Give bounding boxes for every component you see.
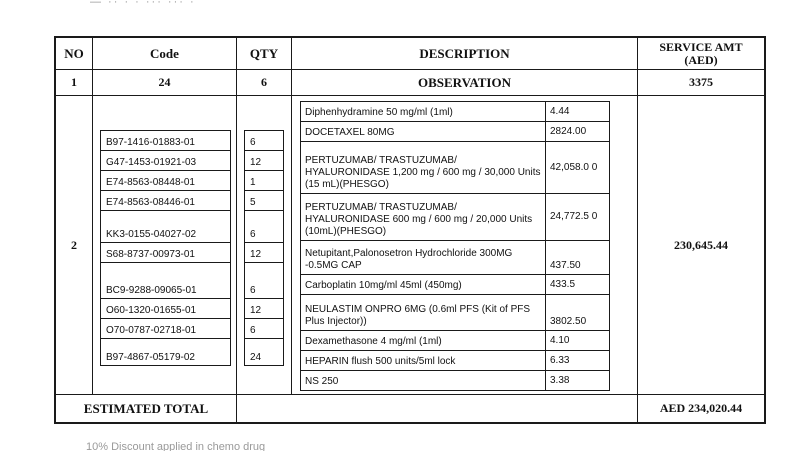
- qty-value: 12: [250, 249, 262, 260]
- code-value: G47-1453-01921-03: [106, 157, 197, 168]
- header-service-amt-line1: SERVICE AMT: [659, 39, 743, 54]
- item-description: Dexamethasone 4 mg/ml (1ml): [301, 331, 546, 350]
- list-item: [301, 295, 609, 331]
- header-code: Code: [150, 45, 179, 61]
- list-item: [245, 191, 283, 211]
- list-item: [301, 142, 609, 194]
- row1-qty: 6: [261, 75, 267, 89]
- row1-amount: 3375: [689, 75, 713, 89]
- item-description: NS 250: [301, 371, 546, 390]
- row2-no: 2: [71, 237, 77, 252]
- item-amount: 4.44: [550, 105, 570, 117]
- qty-value: 5: [250, 197, 256, 208]
- qty-value: 6: [250, 285, 256, 296]
- qty-value: 24: [250, 352, 262, 363]
- code-value: BC9-9288-09065-01: [106, 285, 197, 296]
- list-item: [101, 211, 230, 243]
- list-item: [301, 194, 609, 241]
- code-value: B97-4867-05179-02: [106, 352, 195, 363]
- item-amount: 4.10: [550, 334, 570, 346]
- list-item: [101, 299, 230, 319]
- item-amount: 3.38: [550, 374, 570, 386]
- list-item: [245, 339, 283, 365]
- table-border-bottom: [54, 422, 766, 424]
- qty-value: 12: [250, 305, 262, 316]
- item-description: Diphenhydramine 50 mg/ml (1ml): [301, 102, 546, 121]
- code-value: S68-8737-00973-01: [106, 249, 195, 260]
- code-value: KK3-0155-04027-02: [106, 229, 197, 240]
- list-item: [101, 263, 230, 299]
- item-description: PERTUZUMAB/ TRASTUZUMAB/ HYALURONIDASE 1,200 mg / 600 mg / 30,000 Units (15 mL)(PHESGO): [301, 142, 546, 193]
- row1-description: OBSERVATION: [418, 74, 511, 90]
- list-item: [101, 319, 230, 339]
- header-description: DESCRIPTION: [419, 45, 510, 61]
- list-item: [245, 171, 283, 191]
- row1-code: 24: [158, 75, 171, 89]
- header-service-amt: [638, 38, 764, 69]
- item-description: DOCETAXEL 80MG: [301, 122, 546, 141]
- item-amount: 2824.00: [550, 125, 587, 137]
- code-value: E74-8563-08446-01: [106, 197, 195, 208]
- header-no: NO: [64, 45, 84, 61]
- item-amount: 433.5: [550, 278, 576, 290]
- estimated-total-label: ESTIMATED TOTAL: [83, 400, 209, 416]
- list-item: [101, 339, 230, 365]
- list-item: [101, 131, 230, 151]
- code-value: E74-8563-08448-01: [106, 177, 195, 188]
- code-value: O60-1320-01655-01: [106, 305, 197, 316]
- item-description: Netupitant,Palonosetron Hydrochloride 300MG -0.5MG CAP: [301, 241, 546, 274]
- description-list: [300, 101, 610, 391]
- row1-no: 1: [71, 75, 77, 89]
- item-amount: 437.50: [550, 260, 581, 271]
- qty-value: 6: [250, 325, 256, 336]
- list-item: [101, 171, 230, 191]
- item-description: HEPARIN flush 500 units/5ml lock: [301, 351, 546, 370]
- item-amount: 42,058.0 0: [550, 161, 598, 173]
- list-item: [301, 275, 609, 295]
- list-item: [101, 151, 230, 171]
- list-item: [301, 122, 609, 142]
- cropped-text-bottom: 10% Discount applied in chemo drug: [86, 441, 266, 451]
- list-item: [245, 263, 283, 299]
- row2-amount: 230,645.44: [674, 237, 728, 252]
- list-item: [245, 299, 283, 319]
- qty-list: [244, 130, 284, 366]
- item-amount: 6.33: [550, 354, 570, 366]
- list-item: [301, 102, 609, 122]
- list-item: [245, 151, 283, 171]
- list-item: [245, 243, 283, 263]
- list-item: [301, 371, 609, 390]
- list-item: [301, 241, 609, 275]
- list-item: [245, 131, 283, 151]
- item-amount: 3802.50: [550, 316, 587, 327]
- item-description: Carboplatin 10mg/ml 45ml (450mg): [301, 275, 546, 294]
- cropped-text-top: — ·· · · ··· ··· ·: [90, 0, 196, 8]
- estimated-total-value: AED 234,020.44: [659, 401, 743, 415]
- qty-value: 1: [250, 177, 256, 188]
- header-qty: QTY: [249, 45, 279, 61]
- item-description: PERTUZUMAB/ TRASTUZUMAB/ HYALURONIDASE 600 mg / 600 mg / 20,000 Units (10mL)(PHESGO): [301, 194, 546, 240]
- list-item: [245, 211, 283, 243]
- header-service-amt-line2: (AED): [684, 52, 718, 67]
- qty-value: 6: [250, 137, 256, 148]
- list-item: [101, 243, 230, 263]
- list-item: [245, 319, 283, 339]
- code-list: [100, 130, 231, 366]
- item-amount: 24,772.5 0: [550, 211, 598, 222]
- list-item: [301, 351, 609, 371]
- qty-value: 6: [250, 229, 256, 240]
- list-item: [301, 331, 609, 351]
- qty-value: 12: [250, 157, 262, 168]
- code-value: B97-1416-01883-01: [106, 137, 195, 148]
- code-value: O70-0787-02718-01: [106, 325, 197, 336]
- item-description: NEULASTIM ONPRO 6MG (0.6ml PFS (Kit of PFS Plus Injector)): [301, 295, 546, 330]
- list-item: [101, 191, 230, 211]
